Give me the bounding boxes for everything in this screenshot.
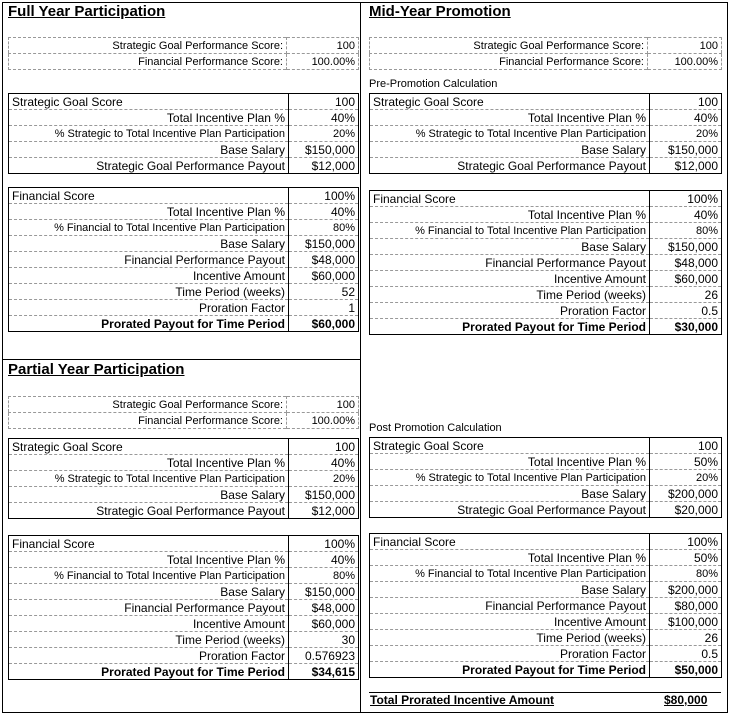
row-label: Incentive Amount <box>9 616 289 632</box>
row-label: Proration Factor <box>9 648 289 664</box>
total-value: $80,000 <box>664 693 708 707</box>
row-label: Financial Score <box>9 188 289 204</box>
table-row <box>9 204 359 220</box>
table-row <box>370 646 722 662</box>
table-row <box>9 455 359 471</box>
row-value: $50,000 <box>674 662 718 677</box>
table-row <box>9 252 359 268</box>
row-label: Time Period (weeks) <box>370 630 650 646</box>
table-row <box>9 503 359 519</box>
row-value: 80% <box>289 568 359 584</box>
table-row <box>9 110 359 126</box>
total-label: Total Prorated Incentive Amount <box>370 693 555 707</box>
row-value: 0.576923 <box>289 648 359 664</box>
row-label: Base Salary <box>370 239 650 255</box>
table-row <box>9 94 359 110</box>
row-value: 100 <box>287 397 359 413</box>
table-row <box>9 632 359 648</box>
table-row <box>370 38 722 54</box>
partial-year-scores <box>8 396 359 429</box>
row-value: 40% <box>650 207 722 223</box>
row-label: Total Incentive Plan % <box>9 552 289 568</box>
row-value: 1 <box>289 300 359 316</box>
row-label: Financial Performance Payout <box>9 600 289 616</box>
table-row <box>370 319 722 335</box>
row-value: $30,000 <box>674 319 718 334</box>
table-row <box>370 142 722 158</box>
table-row <box>9 142 359 158</box>
row-value: $200,000 <box>650 486 722 502</box>
row-value: 20% <box>650 126 722 142</box>
row-value: 100 <box>287 38 359 54</box>
table-row <box>370 255 722 271</box>
row-label: Base Salary <box>9 487 289 503</box>
row-value: 100.00% <box>311 414 355 427</box>
table-row <box>9 300 359 316</box>
row-label: Incentive Amount <box>370 271 650 287</box>
row-value: $60,000 <box>289 616 359 632</box>
row-value: $60,000 <box>650 271 722 287</box>
row-label: Base Salary <box>9 142 289 158</box>
row-value: 20% <box>289 471 359 487</box>
table-row <box>370 110 722 126</box>
row-value: $48,000 <box>289 252 359 268</box>
row-value: 40% <box>289 455 359 471</box>
row-value: 100 <box>289 439 359 455</box>
row-value: $60,000 <box>289 268 359 284</box>
row-value: $150,000 <box>650 239 722 255</box>
pre-strategic-table <box>369 93 722 174</box>
full-year-scores <box>8 37 359 70</box>
row-label: Strategic Goal Score <box>9 94 289 110</box>
mid-year-title: Mid-Year Promotion <box>369 3 511 20</box>
table-row <box>370 303 722 319</box>
row-value: 100 <box>650 438 722 454</box>
row-value: $12,000 <box>674 158 718 173</box>
row-value: 100 <box>648 38 722 54</box>
table-row <box>9 316 359 332</box>
table-row <box>370 191 722 207</box>
row-label: Strategic Goal Performance Payout <box>370 158 650 174</box>
row-value: 100% <box>289 188 359 204</box>
table-row <box>370 502 722 518</box>
row-label: Incentive Amount <box>370 614 650 630</box>
row-label: Strategic Goal Score <box>370 438 650 454</box>
row-label: Total Incentive Plan % <box>370 454 650 470</box>
row-label: % Strategic to Total Incentive Plan Participation <box>9 126 289 142</box>
row-value: $150,000 <box>289 142 359 158</box>
table-row <box>9 158 359 174</box>
row-label: Time Period (weeks) <box>370 287 650 303</box>
table-row <box>370 550 722 566</box>
row-value: $12,000 <box>311 158 355 173</box>
table-row <box>370 486 722 502</box>
row-label: Financial Performance Score: <box>9 54 287 70</box>
row-value: 40% <box>289 110 359 126</box>
row-label: Prorated Payout for Time Period <box>9 316 289 332</box>
row-label: Financial Performance Score: <box>9 413 287 429</box>
full-year-financial-table <box>8 187 359 332</box>
row-label: % Financial to Total Incentive Plan Participation <box>9 568 289 584</box>
table-row <box>370 158 722 174</box>
row-value: 100.00% <box>674 55 718 68</box>
row-label: Strategic Goal Performance Payout <box>9 503 289 519</box>
row-label: % Financial to Total Incentive Plan Participation <box>370 223 650 239</box>
row-value: 26 <box>650 630 722 646</box>
table-row <box>9 220 359 236</box>
row-value: $12,000 <box>311 503 355 518</box>
table-row <box>9 600 359 616</box>
row-value: $150,000 <box>289 487 359 503</box>
row-label: Strategic Goal Score <box>9 439 289 455</box>
table-row <box>9 664 359 680</box>
table-row <box>9 126 359 142</box>
row-label: Base Salary <box>370 142 650 158</box>
row-value: 0.5 <box>650 303 722 319</box>
table-row <box>9 38 359 54</box>
row-label: Total Incentive Plan % <box>9 204 289 220</box>
table-row <box>9 284 359 300</box>
table-row <box>9 268 359 284</box>
row-value: 100 <box>289 94 359 110</box>
row-label: Prorated Payout for Time Period <box>370 319 650 335</box>
table-row <box>9 413 359 429</box>
mid-year-scores <box>369 37 722 70</box>
row-value: $60,000 <box>311 316 355 331</box>
row-label: Total Incentive Plan % <box>9 455 289 471</box>
row-label: Time Period (weeks) <box>9 284 289 300</box>
post-financial-table <box>369 533 722 678</box>
row-label: Strategic Goal Performance Score: <box>370 38 648 54</box>
table-row <box>370 287 722 303</box>
row-label: Financial Performance Payout <box>370 255 650 271</box>
row-value: 80% <box>650 566 722 582</box>
table-row <box>370 454 722 470</box>
row-label: Financial Performance Payout <box>370 598 650 614</box>
row-label: % Strategic to Total Incentive Plan Participation <box>9 471 289 487</box>
row-label: Financial Performance Payout <box>9 252 289 268</box>
row-label: Base Salary <box>370 582 650 598</box>
table-row <box>370 582 722 598</box>
row-value: 30 <box>289 632 359 648</box>
table-row <box>370 94 722 110</box>
row-value: 40% <box>289 552 359 568</box>
partial-year-financial-table <box>8 535 359 680</box>
row-value: 0.5 <box>650 646 722 662</box>
row-value: $80,000 <box>650 598 722 614</box>
table-row <box>9 397 359 413</box>
table-row <box>370 54 722 70</box>
row-value: 100% <box>289 536 359 552</box>
row-label: Financial Score <box>370 534 650 550</box>
row-label: Strategic Goal Performance Payout <box>9 158 289 174</box>
table-row <box>370 566 722 582</box>
table-row <box>370 126 722 142</box>
table-row <box>9 471 359 487</box>
table-row <box>370 239 722 255</box>
table-row <box>370 207 722 223</box>
post-strategic-table <box>369 437 722 518</box>
row-label: Total Incentive Plan % <box>9 110 289 126</box>
row-value: $150,000 <box>289 236 359 252</box>
row-value: $48,000 <box>650 255 722 271</box>
table-row <box>9 552 359 568</box>
row-label: Strategic Goal Performance Payout <box>370 502 650 518</box>
row-label: Strategic Goal Score <box>370 94 650 110</box>
table-row <box>9 188 359 204</box>
row-label: Total Incentive Plan % <box>370 550 650 566</box>
row-value: $100,000 <box>650 614 722 630</box>
table-row <box>9 584 359 600</box>
row-label: Proration Factor <box>370 646 650 662</box>
row-label: Proration Factor <box>9 300 289 316</box>
row-label: Financial Score <box>9 536 289 552</box>
row-label: Prorated Payout for Time Period <box>370 662 650 678</box>
row-label: Proration Factor <box>370 303 650 319</box>
table-row <box>370 598 722 614</box>
partial-year-title: Partial Year Participation <box>8 361 185 378</box>
row-value: 100 <box>650 94 722 110</box>
row-value: 80% <box>289 220 359 236</box>
pre-financial-table <box>369 190 722 335</box>
row-value: 100% <box>650 191 722 207</box>
row-value: 20% <box>289 126 359 142</box>
row-value: 80% <box>650 223 722 239</box>
row-label: % Financial to Total Incentive Plan Participation <box>9 220 289 236</box>
partial-year-strategic-table <box>8 438 359 519</box>
row-value: 20% <box>650 470 722 486</box>
row-label: Time Period (weeks) <box>9 632 289 648</box>
row-label: Incentive Amount <box>9 268 289 284</box>
table-row <box>9 439 359 455</box>
row-label: Base Salary <box>370 486 650 502</box>
row-label: Total Incentive Plan % <box>370 110 650 126</box>
row-value: $150,000 <box>289 584 359 600</box>
table-row <box>9 648 359 664</box>
table-row <box>370 534 722 550</box>
row-label: % Strategic to Total Incentive Plan Participation <box>370 126 650 142</box>
row-label: Strategic Goal Performance Score: <box>9 38 287 54</box>
row-value: $20,000 <box>674 502 718 517</box>
table-row <box>9 54 359 70</box>
row-value: 40% <box>650 110 722 126</box>
table-row <box>370 271 722 287</box>
row-value: 50% <box>650 550 722 566</box>
table-row <box>9 616 359 632</box>
table-row <box>9 536 359 552</box>
table-row <box>370 662 722 678</box>
row-value: $150,000 <box>650 142 722 158</box>
post-promotion-caption: Post Promotion Calculation <box>369 422 502 434</box>
table-row <box>370 614 722 630</box>
row-value: 100% <box>650 534 722 550</box>
row-value: 52 <box>289 284 359 300</box>
row-label: Base Salary <box>9 584 289 600</box>
full-year-strategic-table <box>8 93 359 174</box>
row-label: Prorated Payout for Time Period <box>9 664 289 680</box>
row-label: % Financial to Total Incentive Plan Participation <box>370 566 650 582</box>
table-row <box>9 568 359 584</box>
table-row <box>370 438 722 454</box>
row-value: 26 <box>650 287 722 303</box>
table-row <box>370 630 722 646</box>
row-label: Financial Performance Score: <box>370 54 648 70</box>
table-row <box>9 236 359 252</box>
row-label: Total Incentive Plan % <box>370 207 650 223</box>
row-label: Strategic Goal Performance Score: <box>9 397 287 413</box>
row-label: Financial Score <box>370 191 650 207</box>
row-value: $34,615 <box>311 664 355 679</box>
row-label: % Strategic to Total Incentive Plan Participation <box>370 470 650 486</box>
row-value: $200,000 <box>650 582 722 598</box>
pre-promotion-caption: Pre-Promotion Calculation <box>369 78 498 90</box>
table-row <box>370 470 722 486</box>
table-row <box>370 223 722 239</box>
table-row <box>9 487 359 503</box>
full-year-title: Full Year Participation <box>8 3 166 20</box>
row-value: 100.00% <box>311 55 355 68</box>
row-value: 50% <box>650 454 722 470</box>
row-label: Base Salary <box>9 236 289 252</box>
row-value: $48,000 <box>289 600 359 616</box>
row-value: 40% <box>289 204 359 220</box>
